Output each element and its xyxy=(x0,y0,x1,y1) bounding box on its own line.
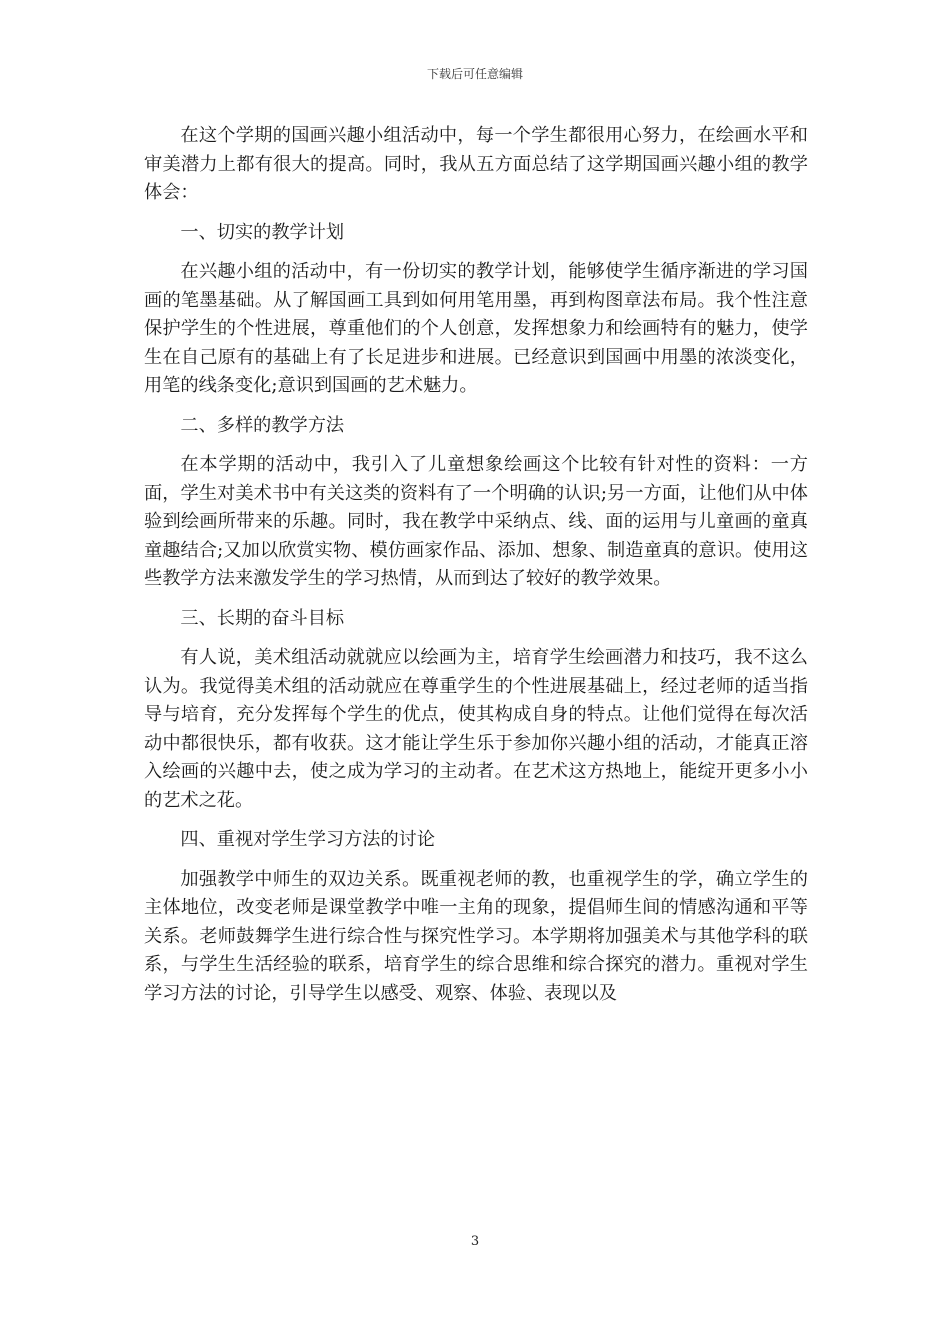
section-heading-2: 二、多样的教学方法 xyxy=(180,414,345,436)
paragraph-section-4: 加强教学中师生的双边关系。既重视老师的教，也重视学生的学，确立学生的主体地位，改变老师是课堂教学中唯一主角的现象，提倡师生间的情感沟通和平等关系。老师鼓舞学生进行综合性与探究性学习。本学期将加强美术与其他学科的联系，与学生生活经验的联系，培育学生的综合思维和综合探究的潜力。重视对学生学习方法的讨论，引导学生以感受、观察、体验、表现以及 xyxy=(144,868,808,1004)
page-header-note: 下载后可任意编辑 xyxy=(426,67,523,81)
paragraph-intro: 在这个学期的国画兴趣小组活动中，每一个学生都很用心努力，在绘画水平和审美潜力上都有很大的提高。同时，我从五方面总结了这学期国画兴趣小组的教学体会： xyxy=(144,125,808,203)
document-body xyxy=(144,122,808,1008)
paragraph-section-1: 在兴趣小组的活动中，有一份切实的教学计划，能够使学生循序渐进的学习国画的笔墨基础。从了解国画工具到如何用笔用墨，再到构图章法布局。我个性注意保护学生的个性进展，尊重他们的个人创意，发挥想象力和绘画特有的魅力，使学生在自己原有的基础上有了长足进步和进展。已经意识到国画中用墨的浓淡变化，用笔的线条变化;意识到国画的艺术魅力。 xyxy=(144,261,808,396)
paragraph-section-2: 在本学期的活动中，我引入了儿童想象绘画这个比较有针对性的资料：一方面，学生对美术书中有关这类的资料有了一个明确的认识;另一方面，让他们从中体验到绘画所带来的乐趣。同时，我在教学中采纳点、线、面的运用与儿童画的童真童趣结合;又加以欣赏实物、模仿画家作品、添加、想象、制造童真的意识。使用这些教学方法来激发学生的学习热情，从而到达了较好的教学效果。 xyxy=(144,454,808,589)
paragraph-section-3: 有人说，美术组活动就就应以绘画为主，培育学生绘画潜力和技巧，我不这么认为。我觉得美术组的活动就应在尊重学生的个性进展基础上，经过老师的适当指导与培育，充分发挥每个学生的优点，使其构成自身的特点。让他们觉得在每次活动中都很快乐，都有收获。这才能让学生乐于参加你兴趣小组的活动，才能真正溶入绘画的兴趣中去，使之成为学习的主动者。在艺术这方热地上，能绽开更多小小的艺术之花。 xyxy=(144,647,808,811)
page-number: 3 xyxy=(470,1234,480,1249)
section-heading-1: 一、切实的教学计划 xyxy=(180,221,345,243)
section-heading-4: 四、重视对学生学习方法的讨论 xyxy=(180,829,436,850)
section-heading-3: 三、长期的奋斗目标 xyxy=(180,607,345,629)
